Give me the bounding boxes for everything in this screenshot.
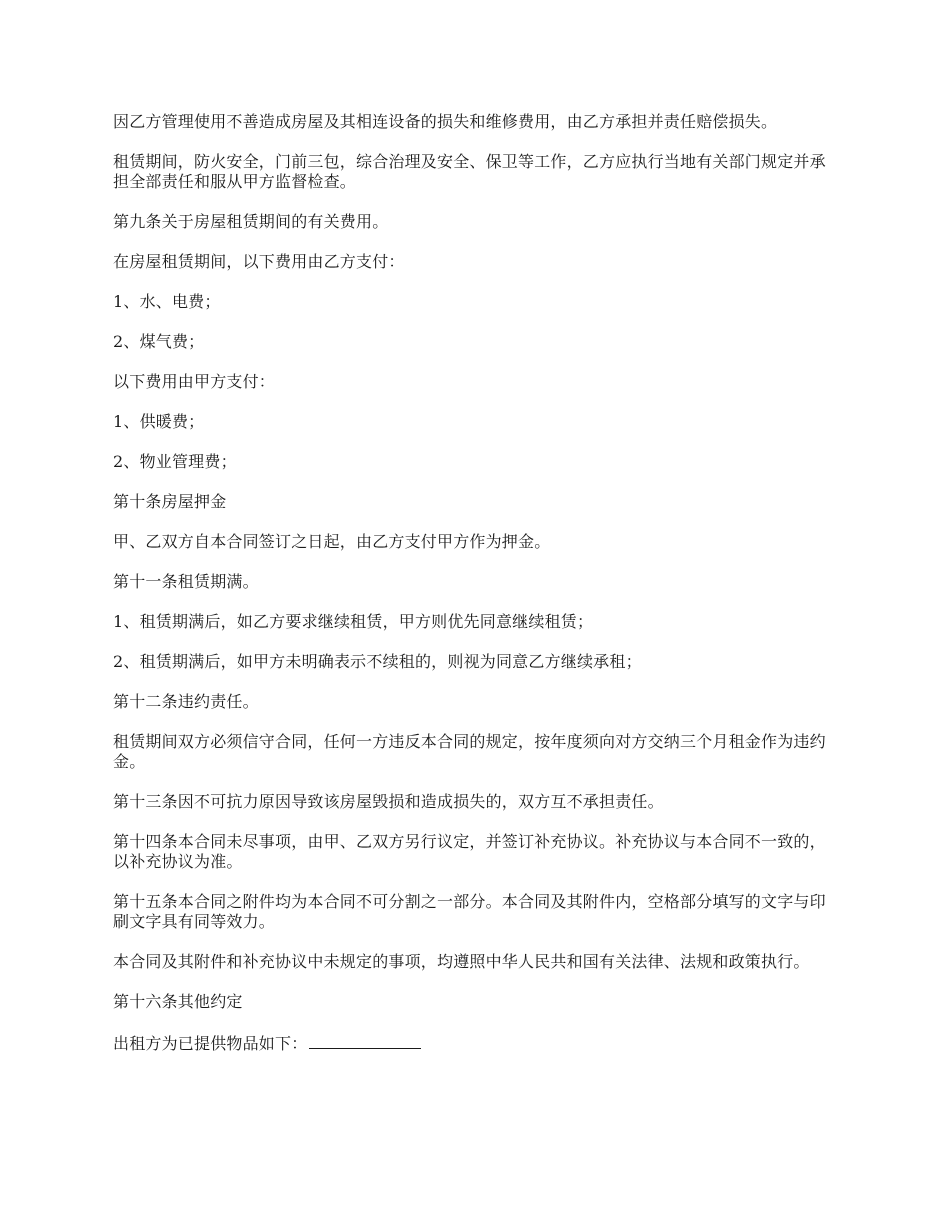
paragraph-tenant-fees-intro: 在房屋租赁期间，以下费用由乙方支付： — [113, 252, 405, 271]
paragraph-provided-items — [113, 1032, 838, 1054]
list-item-implied-renewal: 2、租赁期满后，如甲方未明确表示不续租的，则视为同意乙方继续承租； — [113, 652, 642, 671]
list-item-water-electricity: 1、水、电费； — [113, 292, 221, 311]
paragraph-breach-penalty: 租赁期间双方必须信守合同，任何一方违反本合同的规定，按年度须向对方交纳三个月租金作为违约金。 — [113, 732, 826, 771]
list-item-property-management: 2、物业管理费； — [113, 452, 237, 471]
article-14-paragraph: 第十四条本合同未尽事项，由甲、乙双方另行议定，并签订补充协议。补充协议与本合同不一致的，以补充协议为准。 — [113, 832, 826, 871]
fill-in-blank — [309, 1032, 421, 1049]
article-16-heading: 第十六条其他约定 — [113, 992, 243, 1011]
paragraph-deposit: 甲、乙双方自本合同签订之日起，由乙方支付甲方作为押金。 — [113, 532, 551, 551]
paragraph-landlord-fees-intro: 以下费用由甲方支付： — [113, 372, 276, 391]
article-15-paragraph: 第十五条本合同之附件均为本合同不可分割之一部分。本合同及其附件内，空格部分填写的文字与印刷文字具有同等效力。 — [113, 892, 826, 931]
list-item-gas: 2、煤气费； — [113, 332, 205, 351]
article-11-heading: 第十一条租赁期满。 — [113, 572, 259, 591]
article-9-heading: 第九条关于房屋租赁期间的有关费用。 — [113, 212, 389, 231]
list-item-heating: 1、供暖费； — [113, 412, 205, 431]
document-body — [113, 112, 838, 1054]
paragraph-fire-safety: 租赁期间，防火安全，门前三包，综合治理及安全、保卫等工作，乙方应执行当地有关部门规定并承担全部责任和服从甲方监督检查。 — [113, 152, 826, 191]
article-12-heading: 第十二条违约责任。 — [113, 692, 259, 711]
paragraph-governing-law: 本合同及其附件和补充协议中未规定的事项，均遵照中华人民共和国有关法律、法规和政策执行。 — [113, 952, 810, 971]
article-13-paragraph: 第十三条因不可抗力原因导致该房屋毁损和造成损失的，双方互不承担责任。 — [113, 792, 664, 811]
article-10-heading: 第十条房屋押金 — [113, 492, 227, 511]
paragraph-damage-liability: 因乙方管理使用不善造成房屋及其相连设备的损失和维修费用，由乙方承担并责任赔偿损失。 — [113, 112, 778, 131]
provided-items-label: 出租方为已提供物品如下： — [113, 1034, 308, 1053]
list-item-renewal-priority: 1、租赁期满后，如乙方要求继续租赁，甲方则优先同意继续租赁； — [113, 612, 594, 631]
